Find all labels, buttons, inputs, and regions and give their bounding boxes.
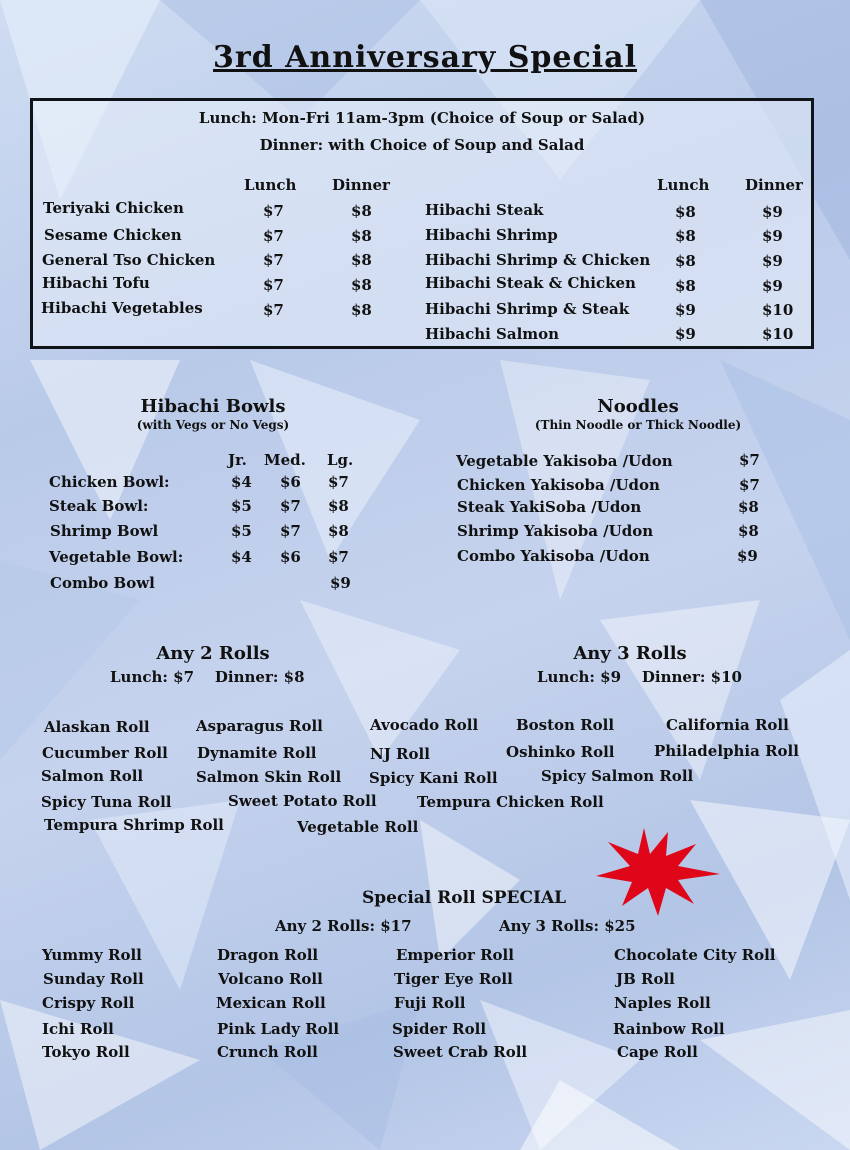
- bowl-jr-price: $5: [231, 522, 252, 540]
- any-3-rolls-heading: Any 3 Rolls: [573, 643, 687, 664]
- bowl-name: Chicken Bowl:: [49, 473, 170, 491]
- roll-item: Spicy Kani Roll: [369, 769, 498, 787]
- bowl-name: Vegetable Bowl:: [49, 548, 184, 566]
- column-header-med: Med.: [264, 451, 306, 469]
- column-header-jr: Jr.: [228, 451, 247, 469]
- lunch-price: $7: [263, 301, 284, 319]
- special-roll-item: Volcano Roll: [218, 970, 323, 988]
- menu-item-name: Hibachi Tofu: [42, 274, 150, 292]
- menu-item-name: Hibachi Steak & Chicken: [425, 274, 636, 292]
- special-roll-item: JB Roll: [616, 970, 675, 988]
- menu-item-name: Hibachi Steak: [425, 201, 544, 219]
- lunch-price: $7: [263, 202, 284, 220]
- special-roll-item: Yummy Roll: [42, 946, 142, 964]
- special-roll-item: Crunch Roll: [217, 1043, 318, 1061]
- special-roll-item: Sweet Crab Roll: [393, 1043, 528, 1061]
- roll-item: Salmon Roll: [41, 767, 144, 785]
- noodle-name: Vegetable Yakisoba /Udon: [456, 452, 673, 470]
- bowl-lg-price: $7: [328, 473, 349, 491]
- dinner-price: $10: [762, 301, 794, 319]
- roll-item: Avocado Roll: [370, 716, 479, 734]
- special-roll-item: Mexican Roll: [216, 994, 326, 1012]
- menu-item-name: Hibachi Shrimp & Chicken: [425, 251, 651, 269]
- dinner-price: $9: [762, 252, 783, 270]
- hibachi-bowls-subtitle: (with Vegs or No Vegs): [136, 418, 290, 432]
- dinner-price: $10: [762, 325, 794, 343]
- special-roll-item: Cape Roll: [617, 1043, 698, 1061]
- column-header-lunch: Lunch: [244, 176, 297, 194]
- special-roll-item: Chocolate City Roll: [614, 946, 776, 964]
- starburst-icon: [592, 826, 724, 918]
- noodle-price: $7: [739, 476, 760, 494]
- noodles-subtitle: (Thin Noodle or Thick Noodle): [534, 418, 742, 432]
- bowl-name: Steak Bowl:: [49, 497, 149, 515]
- special-any-3-price: Any 3 Rolls: $25: [499, 917, 636, 935]
- special-roll-item: Ichi Roll: [42, 1020, 114, 1038]
- menu-item-name: Teriyaki Chicken: [43, 199, 184, 217]
- lunch-hours-note: Lunch: Mon-Fri 11am-3pm (Choice of Soup or Salad): [198, 109, 646, 127]
- any-3-rolls-prices: Lunch: $9 Dinner: $10: [537, 668, 742, 686]
- roll-item: Tempura Shrimp Roll: [44, 816, 224, 834]
- lunch-price: $8: [675, 277, 696, 295]
- menu-item-name: Hibachi Shrimp & Steak: [425, 300, 630, 318]
- special-roll-item: Pink Lady Roll: [217, 1020, 340, 1038]
- bowl-lg-price: $9: [330, 574, 351, 592]
- dinner-price: $9: [762, 227, 783, 245]
- column-header-lunch: Lunch: [657, 176, 710, 194]
- bowl-jr-price: $4: [231, 548, 252, 566]
- roll-item: Philadelphia Roll: [654, 742, 799, 760]
- lunch-price: $7: [263, 276, 284, 294]
- noodle-price: $7: [739, 451, 760, 469]
- dinner-price: $8: [351, 276, 372, 294]
- any-2-rolls-heading: Any 2 Rolls: [156, 643, 270, 664]
- lunch-price: $7: [263, 251, 284, 269]
- dinner-price: $8: [351, 227, 372, 245]
- menu-item-name: Hibachi Shrimp: [425, 226, 558, 244]
- lunch-price: $8: [675, 252, 696, 270]
- special-roll-item: Naples Roll: [614, 994, 711, 1012]
- dinner-price: $9: [762, 203, 783, 221]
- roll-item: Spicy Salmon Roll: [541, 767, 694, 785]
- special-roll-item: Dragon Roll: [217, 946, 319, 964]
- bowl-lg-price: $8: [328, 522, 349, 540]
- menu-item-name: Sesame Chicken: [44, 226, 182, 244]
- page-title: 3rd Anniversary Special: [213, 40, 637, 75]
- noodle-name: Combo Yakisoba /Udon: [457, 547, 650, 565]
- noodle-price: $8: [738, 498, 759, 516]
- menu-item-name: Hibachi Salmon: [425, 325, 560, 343]
- bowl-med-price: $6: [280, 473, 301, 491]
- lunch-price: $7: [263, 227, 284, 245]
- roll-item: Oshinko Roll: [506, 743, 615, 761]
- bowl-jr-price: $5: [231, 497, 252, 515]
- special-roll-item: Rainbow Roll: [613, 1020, 725, 1038]
- roll-item: California Roll: [666, 716, 789, 734]
- bowl-lg-price: $8: [328, 497, 349, 515]
- noodle-name: Shrimp Yakisoba /Udon: [457, 522, 654, 540]
- bowl-med-price: $6: [280, 548, 301, 566]
- dinner-price: $8: [351, 251, 372, 269]
- noodle-name: Steak YakiSoba /Udon: [457, 498, 642, 516]
- roll-item: Asparagus Roll: [196, 717, 323, 735]
- lunch-price: $9: [675, 325, 696, 343]
- special-roll-item: Fuji Roll: [394, 994, 466, 1012]
- bowl-name: Combo Bowl: [50, 574, 155, 592]
- special-roll-item: Sunday Roll: [43, 970, 144, 988]
- lunch-price: $8: [675, 203, 696, 221]
- column-header-lg: Lg.: [327, 451, 354, 469]
- hibachi-bowls-heading: Hibachi Bowls: [140, 396, 286, 417]
- special-roll-item: Crispy Roll: [42, 994, 135, 1012]
- dinner-price: $8: [351, 301, 372, 319]
- roll-item: Boston Roll: [516, 716, 615, 734]
- column-header-dinner: Dinner: [332, 176, 390, 194]
- roll-item: Alaskan Roll: [44, 718, 150, 736]
- special-roll-item: Tiger Eye Roll: [394, 970, 513, 988]
- noodle-price: $8: [738, 522, 759, 540]
- roll-item: Salmon Skin Roll: [196, 768, 342, 786]
- any-2-rolls-prices: Lunch: $7 Dinner: $8: [110, 668, 305, 686]
- bowl-med-price: $7: [280, 497, 301, 515]
- special-roll-item: Spider Roll: [392, 1020, 487, 1038]
- lunch-price: $9: [675, 301, 696, 319]
- noodle-name: Chicken Yakisoba /Udon: [457, 476, 660, 494]
- special-roll-item: Tokyo Roll: [42, 1043, 130, 1061]
- noodles-heading: Noodles: [597, 396, 679, 417]
- roll-item: NJ Roll: [370, 745, 430, 763]
- lunch-price: $8: [675, 227, 696, 245]
- menu-item-name: General Tso Chicken: [42, 251, 216, 269]
- roll-item: Sweet Potato Roll: [228, 792, 377, 810]
- dinner-note: Dinner: with Choice of Soup and Salad: [259, 136, 585, 154]
- special-any-2-price: Any 2 Rolls: $17: [275, 917, 412, 935]
- roll-item: Cucumber Roll: [42, 744, 168, 762]
- bowl-lg-price: $7: [328, 548, 349, 566]
- roll-item: Dynamite Roll: [197, 744, 317, 762]
- dinner-price: $8: [351, 202, 372, 220]
- special-roll-item: Emperior Roll: [396, 946, 514, 964]
- menu-item-name: Hibachi Vegetables: [41, 299, 203, 317]
- bowl-jr-price: $4: [231, 473, 252, 491]
- roll-item: Vegetable Roll: [297, 818, 419, 836]
- roll-item: Tempura Chicken Roll: [417, 793, 604, 811]
- dinner-price: $9: [762, 277, 783, 295]
- noodle-price: $9: [737, 547, 758, 565]
- bowl-med-price: $7: [280, 522, 301, 540]
- special-roll-heading: Special Roll SPECIAL: [362, 888, 567, 908]
- column-header-dinner: Dinner: [745, 176, 803, 194]
- bowl-name: Shrimp Bowl: [50, 522, 159, 540]
- roll-item: Spicy Tuna Roll: [41, 793, 172, 811]
